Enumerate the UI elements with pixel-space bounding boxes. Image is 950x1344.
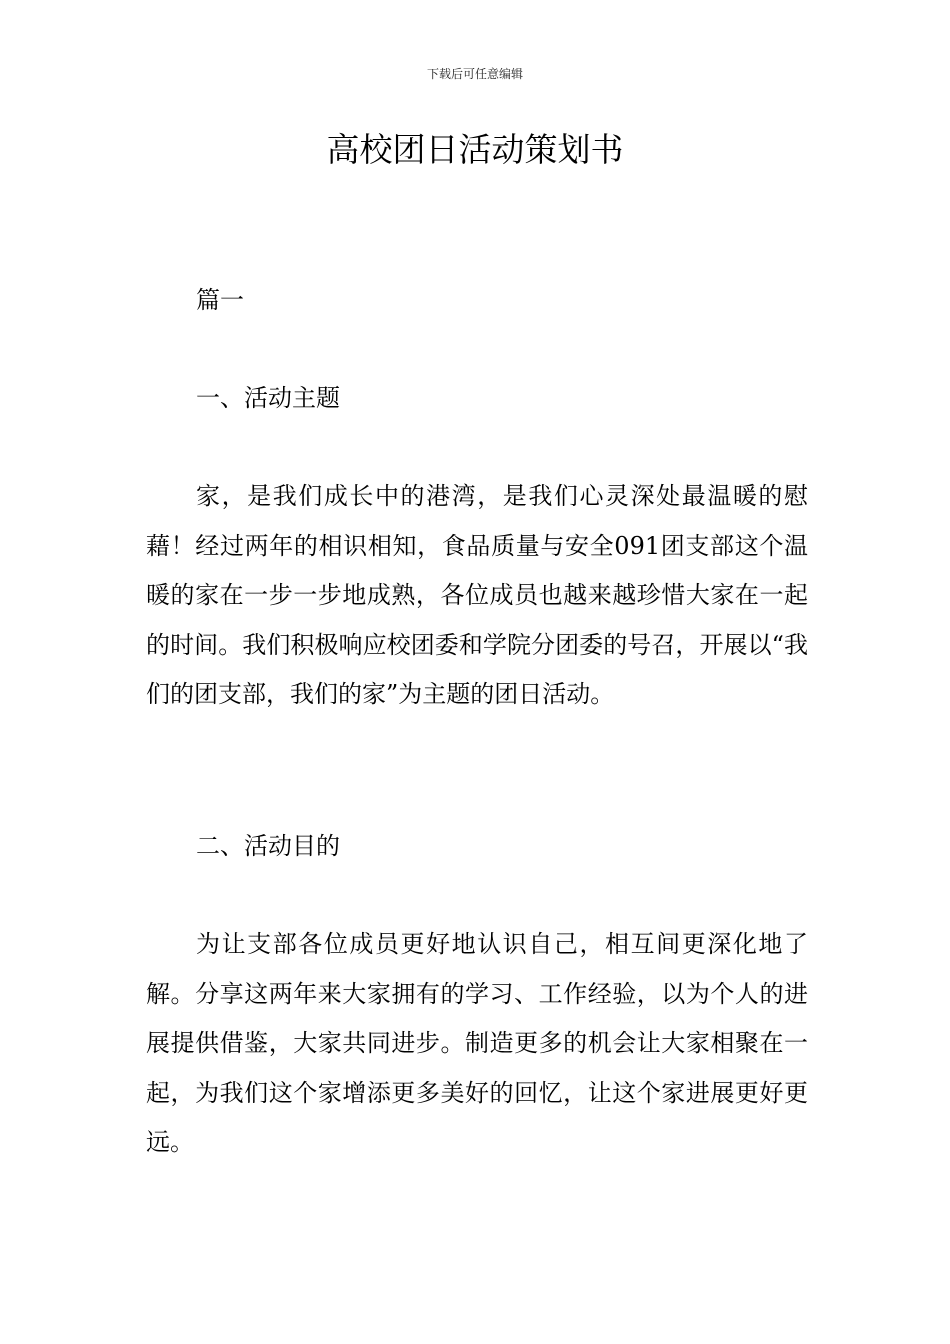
section-paragraph-theme: 家，是我们成长中的港湾，是我们心灵深处最温暖的慰藉！经过两年的相识相知，食品质量与安全091团支部这个温暖的家在一步一步地成熟，各位成员也越来越珍惜大家在一起的时间。我们积极响应校团委和学院分团委的号召，开展以“我们的团支部，我们的家”为主题的团日活动。: [146, 482, 808, 708]
part-label: 篇一: [196, 286, 244, 314]
header-note: 下载后可任意编辑: [426, 67, 523, 81]
section-heading-purpose: 二、活动目的: [196, 832, 340, 860]
document-title: 高校团日活动策划书: [326, 130, 624, 169]
section-heading-theme: 一、活动主题: [196, 384, 340, 412]
section-paragraph-purpose: 为让支部各位成员更好地认识自己，相互间更深化地了解。分享这两年来大家拥有的学习、工作经验，以为个人的进展提供借鉴，大家共同进步。制造更多的机会让大家相聚在一起，为我们这个家增添更多美好的回忆，让这个家进展更好更远。: [146, 930, 808, 1156]
